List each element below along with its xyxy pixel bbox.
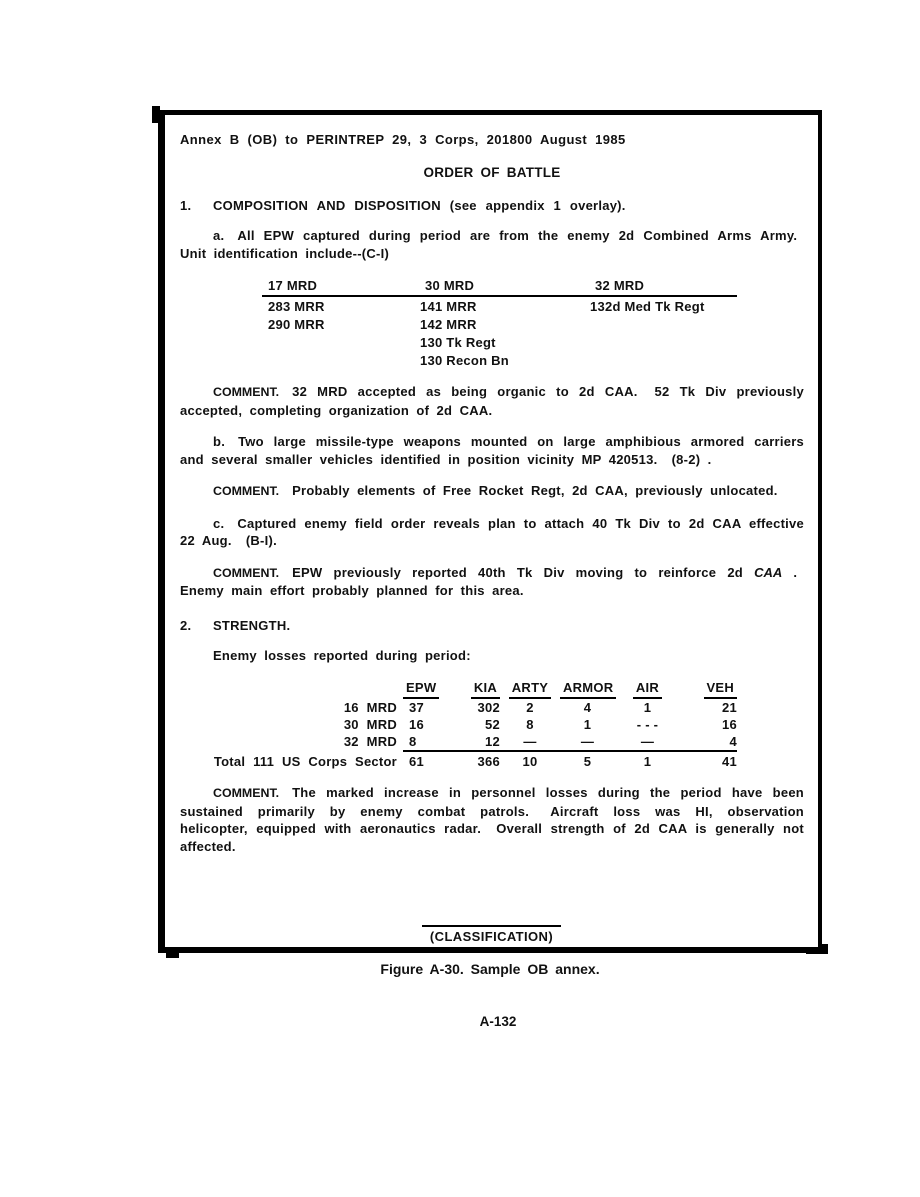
paragraph-b-text: Two large missile-type weapons mounted on large amphibious armored carriers and several smaller vehicles identified in position vicinity MP 420513. (8-2) . xyxy=(180,434,804,467)
comment-text: The marked increase in personnel losses during the period have been sustained primarily by enemy combat patrols. Aircraft loss was HI, observation helicopter, equipped with aeronautics radar. Overall strength of 2d CAA is generally not affected. xyxy=(180,785,804,854)
comment-paragraph-strength xyxy=(180,784,804,855)
losses-cell-kia: 12 xyxy=(445,733,500,752)
unit-table-cell xyxy=(262,352,420,369)
losses-header-epw: EPW xyxy=(403,679,445,699)
paragraph-c-label: c. xyxy=(213,515,225,531)
unit-table-cell: 290 MRR xyxy=(268,317,325,332)
unit-table-cell: 283 MRR xyxy=(268,299,325,314)
enemy-losses-table xyxy=(180,679,737,770)
losses-cell-kia: 52 xyxy=(485,717,500,732)
comment-text: Probably elements of Free Rocket Regt, 2d CAA, previously unlocated. xyxy=(292,483,778,498)
losses-cell-arty: — xyxy=(500,733,560,752)
losses-cell-epw: 61 xyxy=(409,754,424,769)
comment-paragraph-b xyxy=(180,482,804,501)
comment-label: COMMENT. xyxy=(213,484,280,498)
comment-italic-caa: CAA xyxy=(754,564,783,580)
document-frame xyxy=(158,110,822,953)
section-2-heading-text: STRENGTH. xyxy=(213,617,291,633)
paragraph-a-label: a. xyxy=(213,228,225,243)
figure-caption: Figure A-30. Sample OB annex. xyxy=(380,961,600,977)
losses-cell-armor: 1 xyxy=(583,717,592,732)
comment-text: 32 MRD accepted as being organic to 2d CAA. 52 Tk Div previously accepted, completing organization of 2d CAA. xyxy=(180,384,804,418)
losses-intro-text: Enemy losses reported during period: xyxy=(213,647,471,663)
unit-table-header-32mrd: 32 MRD xyxy=(595,278,645,293)
losses-cell-veh: 41 xyxy=(722,754,737,769)
unit-table-row xyxy=(262,352,737,369)
losses-cell-air: 1 xyxy=(643,754,652,769)
comment-label: COMMENT. xyxy=(213,385,280,399)
unit-identification-table xyxy=(262,277,737,369)
classification-marking: (CLASSIFICATION) xyxy=(165,925,818,944)
losses-header-armor: ARMOR xyxy=(560,679,615,699)
losses-cell-veh: 4 xyxy=(680,733,737,752)
section-1-heading-text: COMPOSITION AND DISPOSITION (see appendix 1 overlay). xyxy=(213,198,626,213)
paragraph-b-label: b. xyxy=(213,434,226,449)
losses-cell-arty: 10 xyxy=(522,754,538,769)
unit-table-cell xyxy=(590,316,737,333)
unit-table-header-30mrd: 30 MRD xyxy=(425,278,475,293)
losses-cell-armor: 4 xyxy=(583,700,592,715)
unit-table-cell: 141 MRR xyxy=(420,299,477,314)
document-title: ORDER OF BATTLE xyxy=(423,165,561,180)
losses-header-veh: VEH xyxy=(680,679,737,699)
annex-header-line: Annex B (OB) to PERINTREP 29, 3 Corps, 201800 August 1985 xyxy=(180,132,626,147)
losses-cell-air: — xyxy=(615,733,680,752)
losses-cell-air: - - - xyxy=(636,717,659,732)
comment-paragraph-a xyxy=(180,383,804,419)
losses-header-air: AIR xyxy=(615,679,680,699)
losses-row-label: 30 MRD xyxy=(343,717,397,732)
losses-row-16mrd xyxy=(180,699,737,716)
paragraph-b xyxy=(180,433,804,468)
comment-text-after: . Enemy main effort probably planned for this area. xyxy=(180,564,804,598)
section-1-number: 1. xyxy=(180,198,192,213)
unit-table-cell: 142 MRR xyxy=(420,317,477,332)
paragraph-a-text: All EPW captured during period are from the enemy 2d Combined Arms Army. Unit identification include--(C-I) xyxy=(180,228,804,261)
losses-total-row xyxy=(180,753,737,770)
comment-text-before: EPW previously reported 40th Tk Div moving to reinforce 2d xyxy=(292,564,743,580)
unit-table-cell xyxy=(262,334,420,351)
document-content xyxy=(180,131,804,868)
losses-row-32mrd xyxy=(180,733,737,752)
unit-table-row xyxy=(262,334,737,351)
unit-table-cell: 130 Tk Regt xyxy=(420,335,496,350)
comment-label: COMMENT. xyxy=(213,565,280,580)
section-2-heading xyxy=(180,618,804,633)
unit-table-row xyxy=(262,316,737,333)
unit-table-cell xyxy=(590,352,737,369)
losses-cell-armor: — xyxy=(560,733,615,752)
losses-header-spacer xyxy=(180,679,403,699)
losses-cell-arty: 2 xyxy=(526,700,534,715)
losses-header-arty: ARTY xyxy=(500,679,560,699)
losses-intro xyxy=(180,647,804,665)
losses-cell-air: 1 xyxy=(643,700,652,715)
losses-cell-arty: 8 xyxy=(526,717,534,732)
page-number: A-132 xyxy=(479,1014,517,1029)
losses-cell-armor: 5 xyxy=(583,754,592,769)
unit-table-cell: 132d Med Tk Regt xyxy=(590,299,705,314)
losses-row-label: 16 MRD xyxy=(343,700,397,715)
unit-table-header-row xyxy=(262,277,737,297)
paragraph-c-text: Captured enemy field order reveals plan to attach 40 Tk Div to 2d CAA effective 22 Aug. (B-I). xyxy=(180,515,804,548)
losses-header-kia: KIA xyxy=(445,679,500,699)
section-1-heading xyxy=(180,198,804,213)
losses-cell-veh: 21 xyxy=(722,700,737,715)
unit-table-cell xyxy=(590,334,737,351)
losses-cell-kia: 302 xyxy=(477,700,500,715)
losses-row-30mrd xyxy=(180,716,737,733)
losses-cell-epw: 37 xyxy=(409,700,424,715)
losses-header-row xyxy=(180,679,737,699)
comment-label: COMMENT. xyxy=(213,786,280,800)
losses-total-label: Total 111 US Corps Sector xyxy=(213,754,397,769)
losses-cell-epw: 8 xyxy=(403,733,445,752)
losses-row-label: 32 MRD xyxy=(343,734,397,749)
comment-paragraph-c xyxy=(180,564,804,600)
unit-table-cell: 130 Recon Bn xyxy=(420,353,509,368)
paragraph-a xyxy=(180,227,804,262)
paragraph-c xyxy=(180,515,804,550)
unit-table-row xyxy=(262,298,737,315)
losses-cell-kia: 366 xyxy=(477,754,500,769)
section-2-number: 2. xyxy=(180,617,192,633)
unit-table-body xyxy=(262,298,737,369)
unit-table-header-17mrd: 17 MRD xyxy=(268,278,318,293)
losses-cell-epw: 16 xyxy=(409,717,424,732)
losses-cell-veh: 16 xyxy=(722,717,737,732)
